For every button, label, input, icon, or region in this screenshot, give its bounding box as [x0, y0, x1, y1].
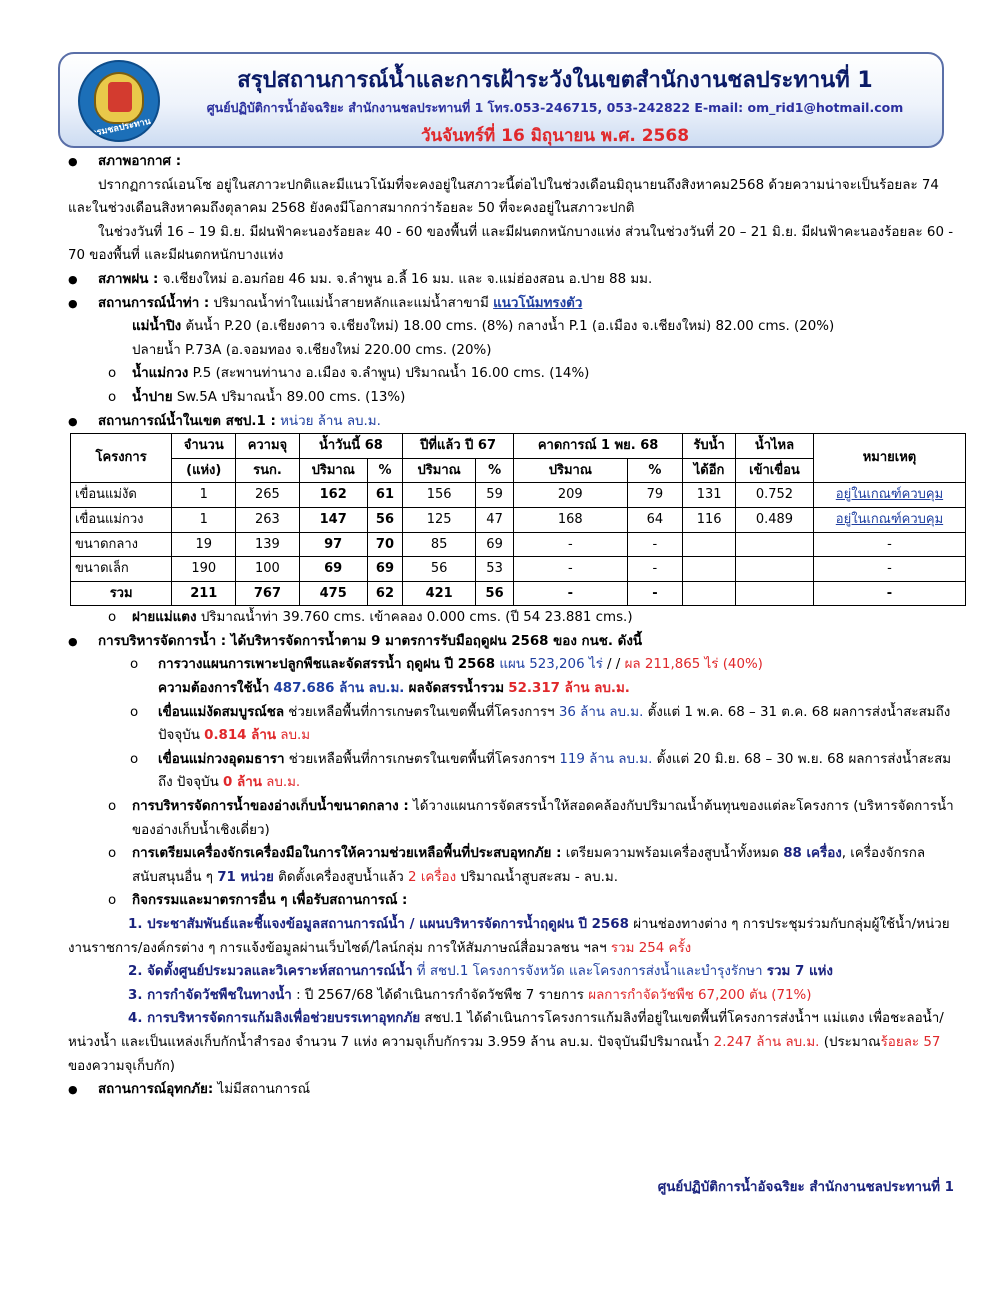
maengat-dam-item: o เขื่อนแม่งัดสมบูรณ์ชล ช่วยเหลือพื้นที่การเกษตรในเขตพื้นที่โครงการฯ 36 ล้าน ลบ.ม. ตั้งแต่ 1 พ.ค. 68 – 31 ต.ค. 68 ผลการส่งน้ำสะสมถึง ปัจจุบัน 0.814 ล้าน ลบ.ม [130, 704, 951, 744]
table-total-row: รวม 211 767 475 62 421 56 - - - [71, 581, 966, 606]
report-subtitle: ศูนย์ปฏิบัติการน้ำอัจฉริยะ สำนักงานชลประทานที่ 1 โทร.053-246715, 053-242822 E-mail: om_rid1@hotmail.com [206, 100, 904, 115]
flood-equipment-item: o การเตรียมเครื่องจักรเครื่องมือในการให้ความช่วยเหลือพื้นที่ประสบอุทกภัย : เตรียมความพร้อมเครื่องสูบน้ำทั้งหมด 88 เครื่อง, เครื่องจักรกลสนับสนุนอื่น ๆ 71 หน่วย ติดตั้งเครื่องสูบน้ำแล้ว 2 เครื่อง ปริมาณน้ำสูบสะสม - ลบ.ม. [108, 846, 926, 885]
col-project: โครงการ [71, 434, 172, 483]
activity-3: 3. การกำจัดวัชพืชในทางน้ำ : ปี 2567/68 ได้ดำเนินการกำจัดวัชพืช 7 รายการ ผลการกำจัดวัชพืช 67,200 ตัน (71%) [128, 987, 812, 1003]
activity-1: 1. ประชาสัมพันธ์และชี้แจงข้อมูลสถานการณ์น้ำ / แผนบริหารจัดการน้ำฤดูฝน ปี 2568 ผ่านช่องทางต่าง ๆ การประชุมร่วมกับกลุ่มผู้ใช้น้ำ/หน่วยงานราชการ/องค์กรต่าง ๆ การแจ้งข้อมูลผ่านเว็บไซต์/ไลน์กลุ่ม การให้สัมภาษณ์สื่อมวลชน ฯลฯ รวม 254 ครั้ง [68, 917, 950, 956]
reservoir-table: โครงการ จำนวน ความจุ น้ำวันนี้ 68 ปีที่แล้ว ปี 67 คาดการณ์ 1 พย. 68 รับน้ำ น้ำไหล หมายเหตุ (แห่ง) รนก. ปริมาณ % ปริมาณ % ปริมาณ % ได้อีก เข้าเขื่อน เขื่อนแม่งัด 1 265 162 61 156 59 209 79 131 0.752 อยู่ในเกณฑ์ควบคุม เขื่อนแม่กวง 1 263 147 56 125 47 168 64 116 0.489 อยู่ในเกณฑ์ควบคุม ขนาดกลาง 19 139 97 70 85 69 - - - ขนาดเล็ก 190 100 69 69 56 53 - - - รวม 211 767 475 62 421 56 - - - [70, 433, 966, 606]
report-date: วันจันทร์ที่ 16 มิถุนายน พ.ศ. 2568 [420, 126, 690, 146]
rain-section: ● สภาพฝน : จ.เชียงใหม่ อ.อมก๋อย 46 มม. จ.ลำพูน อ.ลี้ 16 มม. และ จ.แม่ฮ่องสอน อ.ปาย 88 มม. [68, 268, 956, 292]
ping-river: แม่น้ำปิง ต้นน้ำ P.20 (อ.เชียงดาว จ.เชียงใหม่) 18.00 cms. (8%) กลางน้ำ P.1 (อ.เมือง จ.เชียงใหม่) 82.00 cms. (20%) [132, 319, 835, 335]
weather-section: ● สภาพอากาศ : [68, 150, 956, 174]
table-row: เขื่อนแม่กวง 1 263 147 56 125 47 168 64 116 0.489 อยู่ในเกณฑ์ควบคุม [71, 507, 966, 532]
footer-signature: ศูนย์ปฏิบัติการน้ำอัจฉริยะ สำนักงานชลประทานที่ 1 [657, 1180, 954, 1195]
report-header [58, 52, 944, 148]
activity-2: 2. จัดตั้งศูนย์ประมวลและวิเคราะห์สถานการณ์น้ำ ที่ สชป.1 โครงการจังหวัด และโครงการส่งน้ำและบำรุงรักษา รวม 7 แห่ง [128, 964, 833, 980]
flood-section: ● สถานการณ์อุทกภัย: ไม่มีสถานการณ์ [68, 1078, 956, 1102]
runoff-section: ● สถานการณ์น้ำท่า : ปริมาณน้ำท่าในแม่น้ำสายหลักและแม่น้ำสาขามี แนวโน้มทรงตัว [68, 292, 956, 316]
crop-plan-item: o การวางแผนการเพาะปลูกพืชและจัดสรรน้ำ ฤดูฝน ปี 2568 แผน 523,206 ไร่ / / ผล 211,865 ไร่ (40%) ความต้องการใช้น้ำ 487.686 ล้าน ลบ.ม. ผลจัดสรรน้ำรวม 52.317 ล้าน ลบ.ม. [130, 657, 763, 697]
medium-reservoir-item: o การบริหารจัดการน้ำของอ่างเก็บน้ำขนาดกลาง : ได้วางแผนการจัดสรรน้ำให้สอดคล้องกับปริมาณน้ำต้นทุนของแต่ละโครงการ (บริหารจัดการน้ำของอ่างเก็บน้ำเชิงเดี่ยว) [108, 799, 954, 838]
reservoir-section: ● สถานการณ์น้ำในเขต สชป.1 : หน่วย ล้าน ลบ.ม. [68, 410, 956, 434]
maekuang-dam-item: o เขื่อนแม่กวงอุดมธารา ช่วยเหลือพื้นที่การเกษตรในเขตพื้นที่โครงการฯ 119 ล้าน ลบ.ม. ตั้งแต่ 20 มิ.ย. 68 – 30 พ.ย. 68 ผลการส่งน้ำสะสมถึง ปัจจุบัน 0 ล้าน ลบ.ม. [130, 751, 952, 791]
weather-para-1: ปรากฏการณ์เอนโซ อยู่ในสภาวะปกติและมีแนวโน้มที่จะคงอยู่ในสภาวะนี้ต่อไปในช่วงเดือนมิถุนายนถึงสิงหาคม2568 ด้วยความน่าจะเป็นร้อยละ 74 และในช่วงเดือนสิงหาคมถึงตุลาคม 2568 ยังคงมีโอกาสมากกว่าร้อยละ 50 ที่จะคงอยู่ในสภาวะปกติ [68, 177, 939, 217]
maetaeng-weir: o ฝายแม่แตง ปริมาณน้ำท่า 39.760 cms. เข้าคลอง 0.000 cms. (ปี 54 23.881 cms.) [108, 610, 633, 626]
other-activities-item: o กิจกรรมและมาตรการอื่น ๆ เพื่อรับสถานการณ์ : [108, 893, 408, 909]
table-row: ขนาดกลาง 19 139 97 70 85 69 - - - [71, 532, 966, 557]
kuang-river: o น้ำแม่กวง P.5 (สะพานท่านาง อ.เมือง จ.ลำพูน) ปริมาณน้ำ 16.00 cms. (14%) [108, 366, 590, 382]
management-section: ● การบริหารจัดการน้ำ : ได้บริหารจัดการน้ำตาม 9 มาตรการรับมือฤดูฝน 2568 ของ กนช. ดังนี้ [68, 630, 956, 654]
weather-para-2: ในช่วงวันที่ 16 – 19 มิ.ย. มีฝนฟ้าคะนองร้อยละ 40 - 60 ของพื้นที่ และมีฝนตกหนักบางแห่ง ส่วนในช่วงวันที่ 20 – 21 มิ.ย. มีฝนฟ้าคะนองร้อยละ 60 - 70 ของพื้นที่ และมีฝนตกหนักบางแห่ง [68, 224, 954, 264]
table-row: เขื่อนแม่งัด 1 265 162 61 156 59 209 79 131 0.752 อยู่ในเกณฑ์ควบคุม [71, 483, 966, 508]
ping-river-downstream: ปลายน้ำ P.73A (อ.จอมทอง จ.เชียงใหม่ 220.00 cms. (20%) [132, 342, 492, 358]
report-title: สรุปสถานการณ์น้ำและการเฝ้าระวังในเขตสำนักงานชลประทานที่ 1 [237, 68, 873, 93]
report-body [68, 150, 956, 1102]
pai-river: o น้ำปาย Sw.5A ปริมาณน้ำ 89.00 cms. (13%) [108, 389, 406, 405]
table-row: ขนาดเล็ก 190 100 69 69 56 53 - - - [71, 557, 966, 582]
rid-logo: กรมชลประทาน [78, 60, 160, 142]
activity-4: 4. การบริหารจัดการแก้มลิงเพื่อช่วยบรรเทาอุทกภัย สชป.1 ได้ดำเนินการโครงการแก้มลิงที่อยู่ในเขตพื้นที่โครงการส่งน้ำฯ แม่แตง เพื่อชะลอน้ำ/หน่วงน้ำ และเป็นแหล่งเก็บกักน้ำสำรอง จำนวน 7 แห่ง ความจุเก็บกักรวม 3.959 ล้าน ลบ.ม. ปัจจุบันมีปริมาณน้ำ 2.247 ล้าน ลบ.ม. (ประมาณร้อยละ 57 ของความจุเก็บกัก) [68, 1011, 944, 1074]
